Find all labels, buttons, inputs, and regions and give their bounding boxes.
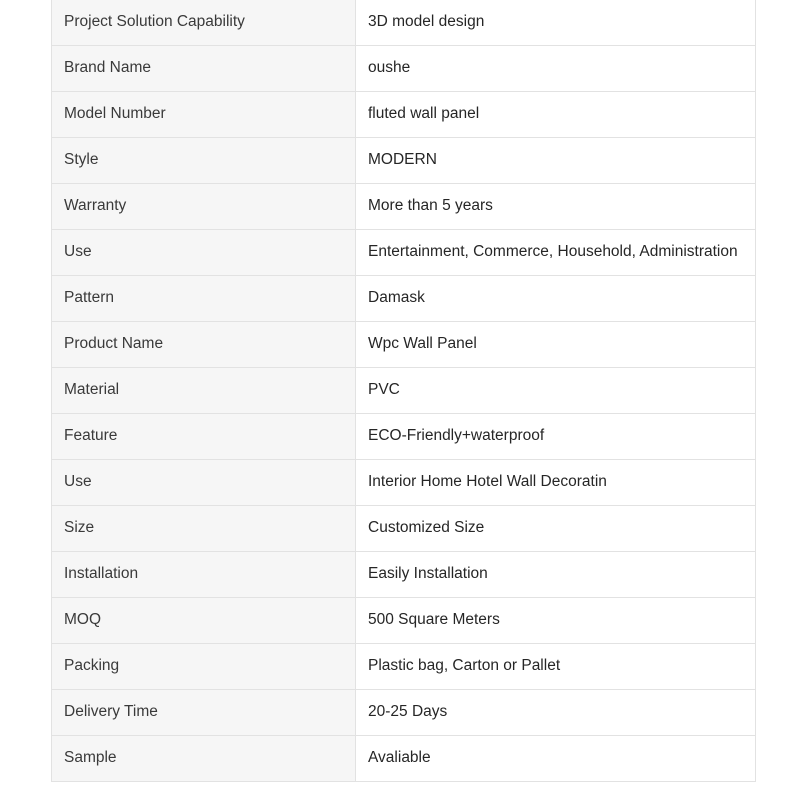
table-row <box>52 230 756 276</box>
spec-value: fluted wall panel <box>356 92 756 138</box>
spec-key: Use <box>52 230 356 276</box>
table-row <box>52 598 756 644</box>
table-row <box>52 368 756 414</box>
spec-key: Style <box>52 138 356 184</box>
spec-key: Installation <box>52 552 356 598</box>
table-row <box>52 460 756 506</box>
table-row <box>52 46 756 92</box>
spec-key: Sample <box>52 736 356 782</box>
spec-key: Pattern <box>52 276 356 322</box>
table-row <box>52 736 756 782</box>
spec-value: More than 5 years <box>356 184 756 230</box>
spec-value: Avaliable <box>356 736 756 782</box>
spec-value: Plastic bag, Carton or Pallet <box>356 644 756 690</box>
spec-value: MODERN <box>356 138 756 184</box>
spec-value: ECO-Friendly+waterproof <box>356 414 756 460</box>
spec-value: 3D model design <box>356 0 756 46</box>
spec-key: Use <box>52 460 356 506</box>
spec-value: PVC <box>356 368 756 414</box>
spec-key: Project Solution Capability <box>52 0 356 46</box>
spec-value: oushe <box>356 46 756 92</box>
spec-value: 20-25 Days <box>356 690 756 736</box>
table-row <box>52 276 756 322</box>
spec-value: Entertainment, Commerce, Household, Administration <box>356 230 756 276</box>
spec-key: Product Name <box>52 322 356 368</box>
table-row <box>52 690 756 736</box>
spec-key: Delivery Time <box>52 690 356 736</box>
product-spec-table <box>51 0 756 782</box>
table-row <box>52 552 756 598</box>
spec-value: Wpc Wall Panel <box>356 322 756 368</box>
spec-key: Packing <box>52 644 356 690</box>
table-row <box>52 138 756 184</box>
spec-key: Warranty <box>52 184 356 230</box>
table-row <box>52 414 756 460</box>
spec-key: Size <box>52 506 356 552</box>
spec-key: Brand Name <box>52 46 356 92</box>
spec-value: Easily Installation <box>356 552 756 598</box>
spec-value: Damask <box>356 276 756 322</box>
spec-value: Customized Size <box>356 506 756 552</box>
table-row <box>52 644 756 690</box>
table-row <box>52 322 756 368</box>
spec-value: Interior Home Hotel Wall Decoratin <box>356 460 756 506</box>
table-row <box>52 0 756 46</box>
spec-value: 500 Square Meters <box>356 598 756 644</box>
spec-key: Feature <box>52 414 356 460</box>
spec-key: Model Number <box>52 92 356 138</box>
table-row <box>52 92 756 138</box>
table-row <box>52 506 756 552</box>
spec-key: Material <box>52 368 356 414</box>
table-row <box>52 184 756 230</box>
spec-key: MOQ <box>52 598 356 644</box>
